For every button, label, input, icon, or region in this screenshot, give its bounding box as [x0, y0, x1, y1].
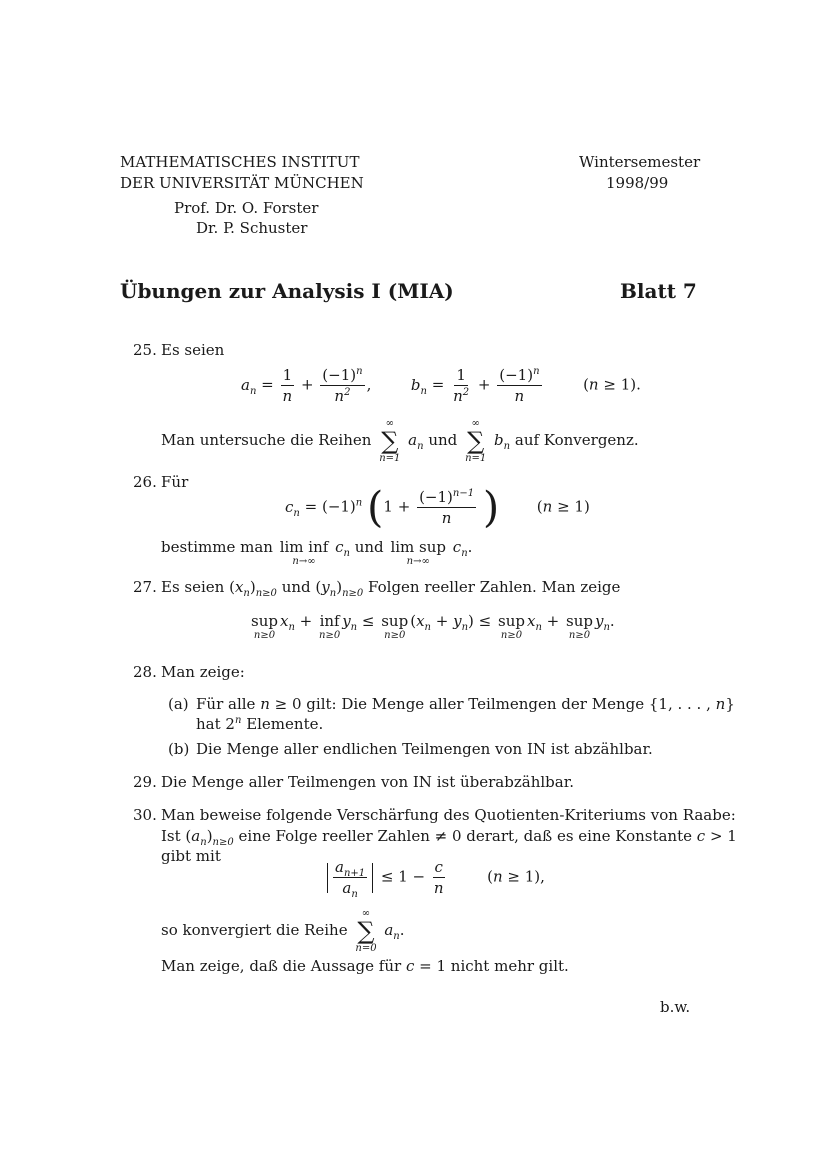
problem-27-text: Es seien: [161, 578, 225, 596]
problem-28a-text1: Für alle: [196, 695, 256, 713]
professor-name: Prof. Dr. O. Forster: [174, 199, 319, 217]
problem-26-text-before: bestimme man: [161, 538, 273, 556]
problem-30-line2: Ist $(a_n)_{n\ge 0}$ eine Folge reeller Zahlen ≠ 0 derart, daß es eine Konstante c > 1: [161, 827, 737, 848]
problem-27-line: Es seien $(x_n)_{n\ge 0}$ und $(y_n)_{n\ge 0}$ Folgen reeller Zahlen. Man zeige: [161, 578, 621, 599]
problem-30-last-line-a: Man zeige, daß die Aussage für: [161, 957, 402, 975]
problem-26-line: bestimme man lim inf n→∞ $c_n$ und lim sup n→∞ $c_n$.: [161, 538, 473, 567]
problem-27-und: und: [281, 578, 311, 596]
problem-26-und: und: [354, 538, 384, 556]
problem-27-text-after: Folgen reeller Zahlen. Man zeige: [368, 578, 621, 596]
problem-28a-line2: hat 2$^n$ Elemente.: [196, 715, 324, 733]
problem-30-line2c: derart, daß es eine Konstante: [466, 827, 692, 845]
problem-28a-label: (a): [168, 695, 189, 713]
problem-28a-text4: Elemente.: [246, 715, 324, 733]
problem-28a-text3: hat: [196, 715, 221, 733]
problem-30-series-line: so konvergiert die Reihe ∞ ∑ n=0 $a_n$.: [161, 908, 405, 954]
institute-line-1: MATHEMATISCHES INSTITUT: [120, 153, 360, 171]
problem-28b-text: Die Menge aller endlichen Teilmengen von IN ist abzählbar.: [196, 740, 653, 758]
problem-30-formula: $\frac{a_{n+1}}{a_n}$ ≤ 1 − $\frac{c}{n}$ (n ≥ 1),: [324, 858, 545, 897]
sheet-title: Übungen zur Analysis I (MIA): [120, 279, 454, 303]
problem-30-last-line-b: nicht mehr gilt.: [450, 957, 569, 975]
semester-line-2: 1998/99: [606, 174, 669, 192]
problem-30-last-line: Man zeige, daß die Aussage für c = 1 nicht mehr gilt.: [161, 957, 569, 975]
problem-28a-text2: gilt: Die Menge aller Teilmengen der Menge: [306, 695, 645, 713]
semester-line-1: Wintersemester: [579, 153, 701, 171]
problem-30-line1: Man beweise folgende Verschärfung des Quotienten-Kriteriums von Raabe:: [161, 806, 736, 824]
problem-29-text: Die Menge aller Teilmengen von IN ist überabzählbar.: [161, 773, 574, 791]
problem-29-number: 29.: [133, 773, 157, 791]
problem-28b-label: (b): [168, 740, 190, 758]
problem-28-number: 28.: [133, 663, 157, 681]
sheet-number: Blatt 7: [620, 279, 697, 303]
problem-28a-line1: Für alle n ≥ 0 gilt: Die Menge aller Teilmengen der Menge {1, . . . , n}: [196, 695, 735, 713]
problem-26-formula: $c_n = (-1)^n$ (1 + $\frac{(-1)^{n-1}}{n}$ ) (n ≥ 1): [285, 482, 590, 532]
problem-25-text-before: Man untersuche die Reihen: [161, 431, 372, 449]
problem-28-intro: Man zeige:: [161, 663, 245, 681]
problem-25-text-after: auf Konvergenz.: [514, 431, 639, 449]
assistant-name: Dr. P. Schuster: [196, 219, 308, 237]
problem-25-intro: Es seien: [161, 341, 225, 359]
problem-30-text-series: so konvergiert die Reihe: [161, 921, 348, 939]
problem-26-intro: Für: [161, 473, 189, 491]
problem-30-number: 30.: [133, 806, 157, 824]
problem-27-formula: sup n≥0 $x_n$ + inf n≥0 $y_n$ ≤ sup n≥0 $(x_n + y_n)$ ≤ sup n≥0 $x_n$ + sup n≥0 $y_n$.: [251, 612, 615, 641]
problem-30-line2b: eine Folge reeller Zahlen: [238, 827, 430, 845]
page-turn-note: b.w.: [660, 998, 691, 1016]
problem-30-line2a: Ist: [161, 827, 181, 845]
problem-25-series-line: Man untersuche die Reihen ∞ ∑ n=1 $a_n$ und ∞ ∑ n=1 $b_n$ auf Konvergenz.: [161, 418, 639, 464]
problem-25-und: und: [428, 431, 458, 449]
institute-line-2: DER UNIVERSITÄT MÜNCHEN: [120, 174, 364, 192]
problem-25-formula: $a_n$ = $\frac{1}{n}$ + $\frac{(-1)^n}{n^2}$ , $b_n$ = $\frac{1}{n^2}$ + $\frac{(-1)^n}{n}$ (n ≥ 1).: [241, 366, 641, 405]
problem-25-number: 25.: [133, 341, 157, 359]
problem-30-line3: gibt mit: [161, 847, 221, 865]
problem-26-number: 26.: [133, 473, 157, 491]
problem-27-number: 27.: [133, 578, 157, 596]
